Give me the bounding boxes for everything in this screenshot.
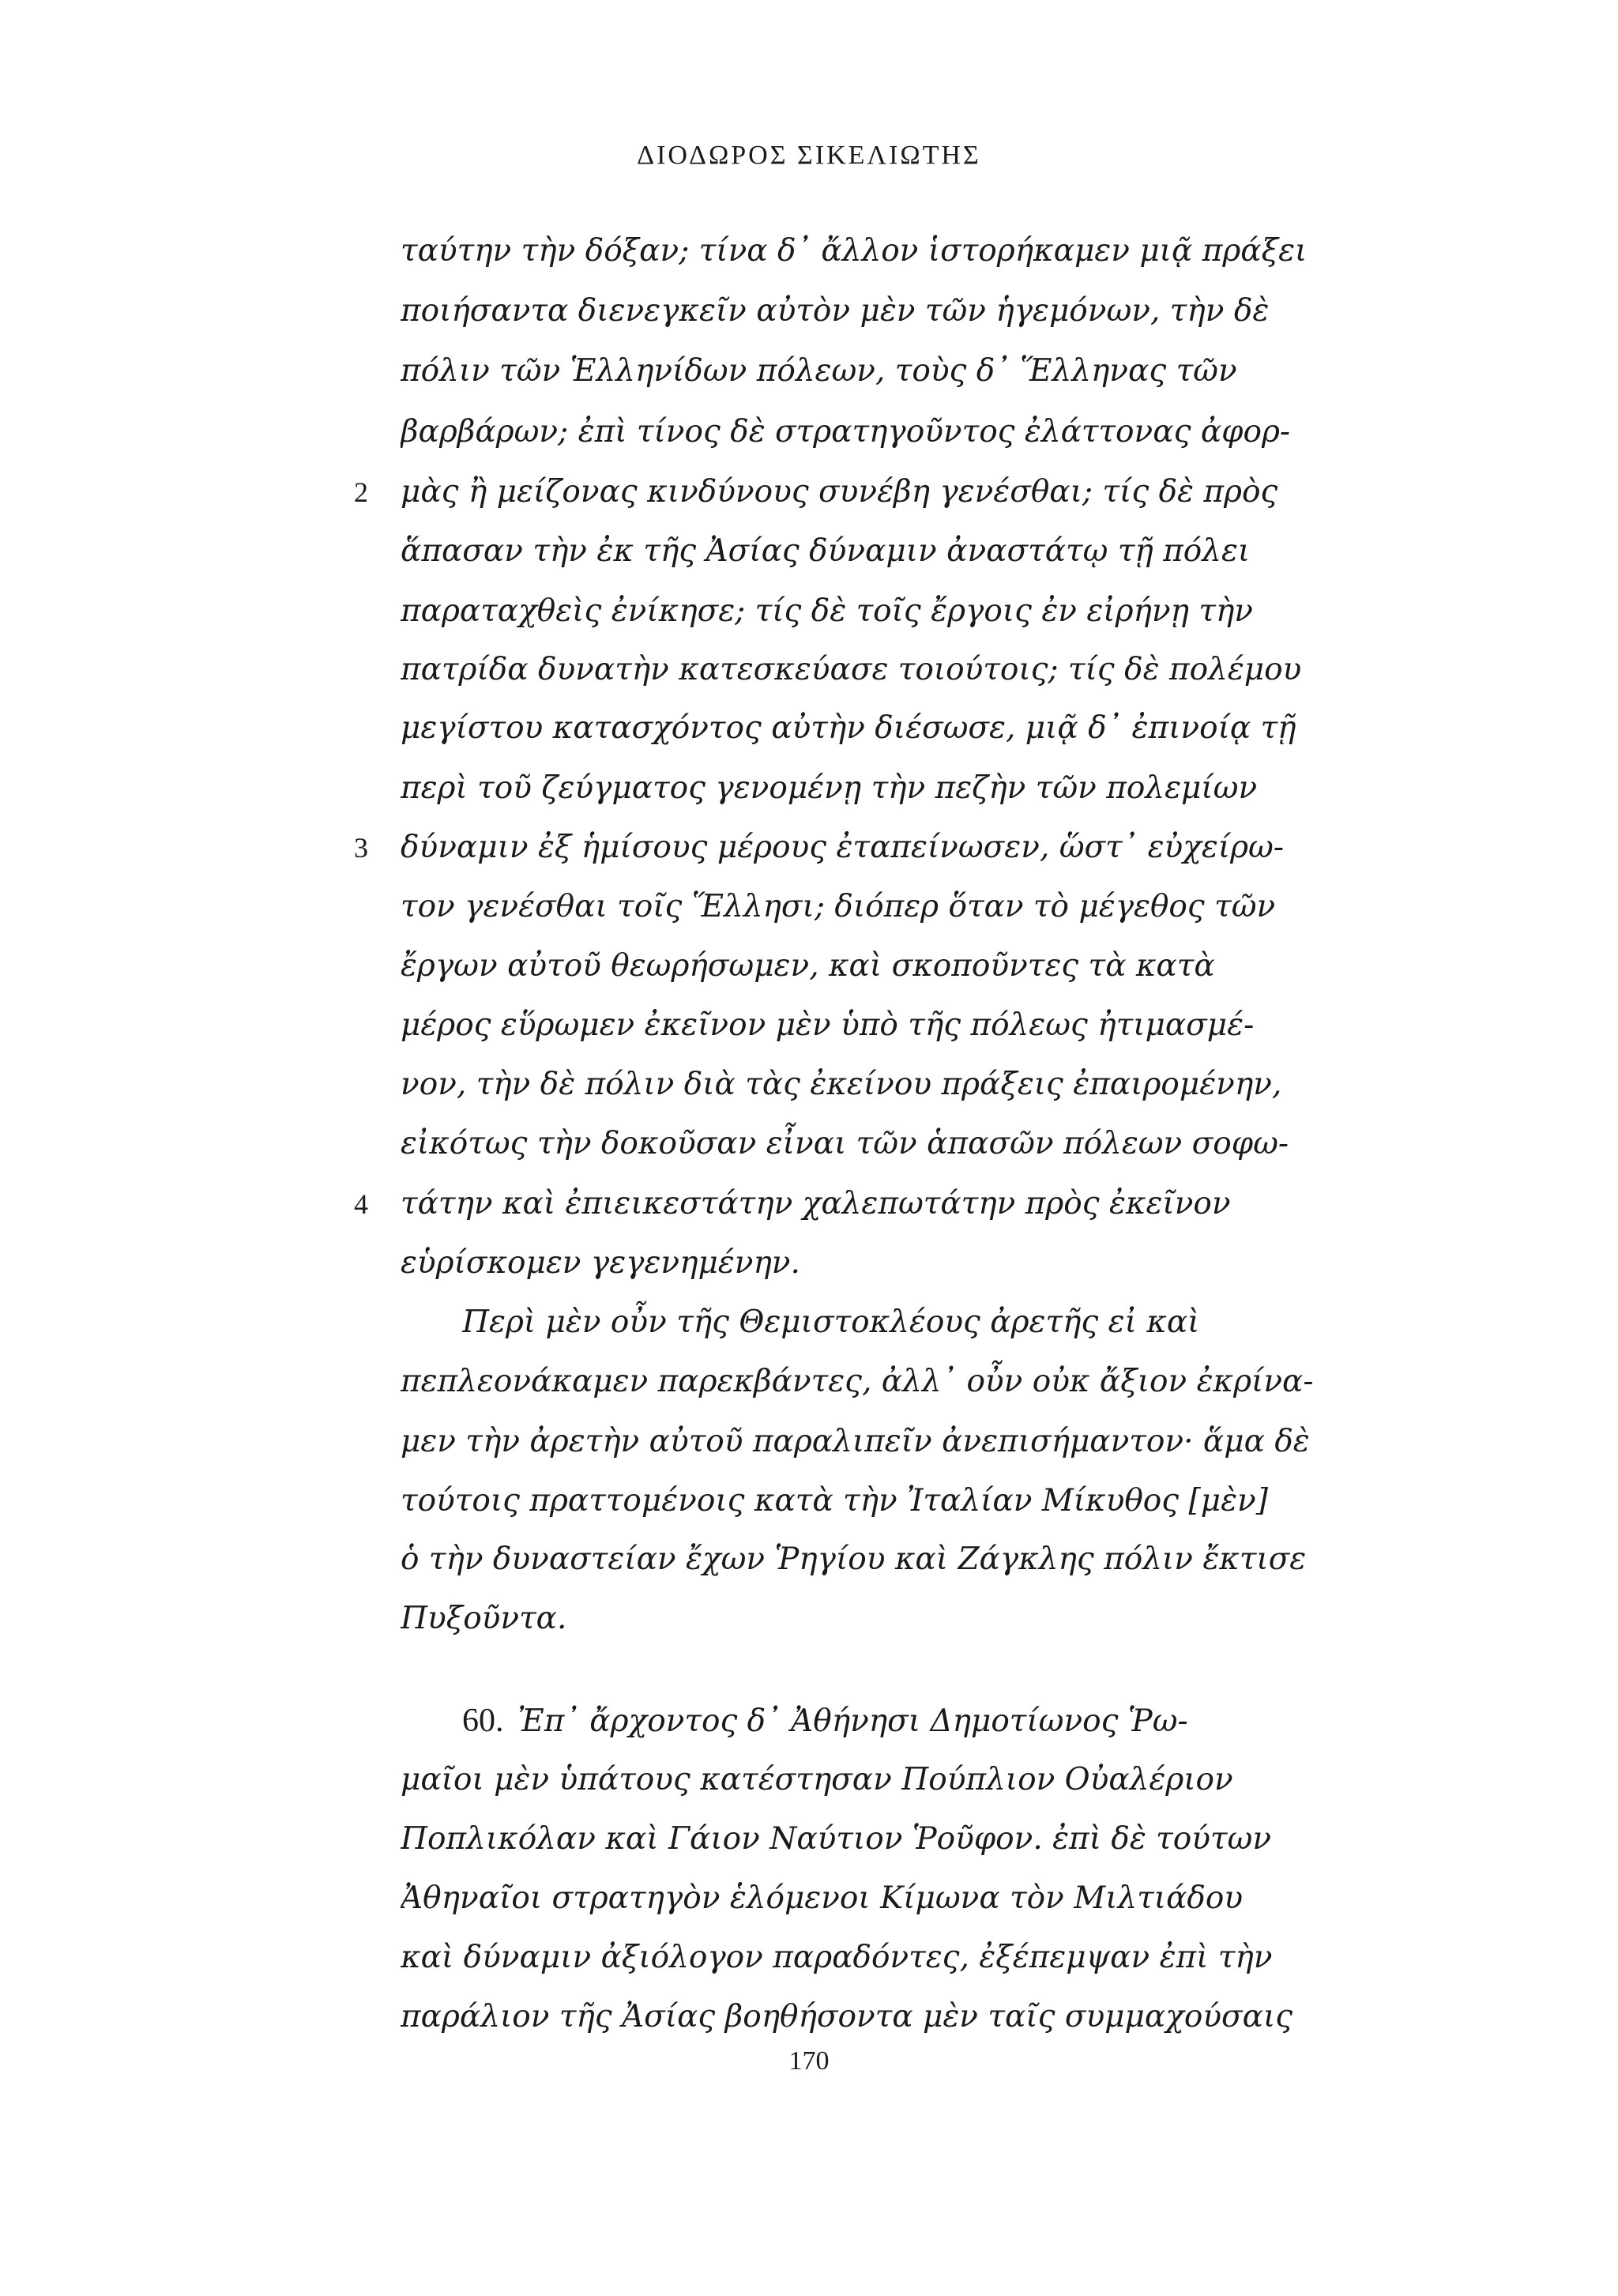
text-line: παραταχθεὶς ἐνίκησε; τίς δὲ τοῖς ἔργοις ἐν εἰρήνῃ τὴν xyxy=(401,593,1254,629)
text-line: καὶ δύναμιν ἀξιόλογον παραδόντες, ἐξέπεμψαν ἐπὶ τὴν xyxy=(401,1940,1273,1975)
text-line: Πυξοῦντα. xyxy=(401,1601,567,1636)
text-line: Ἀθηναῖοι στρατηγὸν ἑλόμενοι Κίμωνα τὸν Μιλτιάδου xyxy=(401,1880,1244,1916)
text-line: μὰς ἢ μείζονας κινδύνους συνέβη γενέσθαι; τίς δὲ πρὸς xyxy=(401,474,1278,510)
text-line: παράλιον τῆς Ἀσίας βοηθήσοντα μὲν ταῖς συμμαχούσαις xyxy=(401,1999,1293,2034)
text-line: τον γενέσθαι τοῖς Ἕλλησι; διόπερ ὅταν τὸ μέγεθος τῶν xyxy=(401,889,1276,924)
text-line: τούτοις πραττομένοις κατὰ τὴν Ἰταλίαν Μίκυθος [μὲν] xyxy=(401,1483,1268,1519)
chapter-first-line xyxy=(462,1699,1333,1744)
section-number: 2 xyxy=(354,476,368,508)
text-line: ἔργων αὐτοῦ θεωρήσωμεν, καὶ σκοποῦντες τὰ κατὰ xyxy=(401,948,1215,984)
text-line: περὶ τοῦ ζεύγματος γενομένῃ τὴν πεζὴν τῶν πολεμίων xyxy=(401,770,1258,806)
page-number: 170 xyxy=(788,2046,830,2076)
text-line: βαρβάρων; ἐπὶ τίνος δὲ στρατηγοῦντος ἐλάττονας ἀφορ- xyxy=(401,414,1291,450)
text-line: Περὶ μὲν οὖν τῆς Θεμιστοκλέους ἀρετῆς εἰ καὶ xyxy=(462,1304,1200,1340)
text-line: Ποπλικόλαν καὶ Γάιον Ναύτιον Ῥοῦφον. ἐπὶ δὲ τούτων xyxy=(401,1821,1272,1857)
text-line: νον, τὴν δὲ πόλιν διὰ τὰς ἐκείνου πράξεις ἐπαιρομένην, xyxy=(401,1067,1282,1102)
text-line: ἅπασαν τὴν ἐκ τῆς Ἀσίας δύναμιν ἀναστάτῳ τῇ πόλει xyxy=(401,533,1251,569)
text-line: πόλιν τῶν Ἑλληνίδων πόλεων, τοὺς δ᾽ Ἕλληνας τῶν xyxy=(401,353,1237,389)
text-line: τάτην καὶ ἐπιεικεστάτην χαλεπωτάτην πρὸς ἐκεῖνον xyxy=(401,1186,1231,1221)
running-head: ΔΙΟΔΩΡΟΣ ΣΙΚΕΛΙΩΤΗΣ xyxy=(637,141,981,170)
section-number: 4 xyxy=(354,1188,368,1220)
text-line: μαῖοι μὲν ὑπάτους κατέστησαν Πούπλιον Οὐαλέριον xyxy=(401,1762,1233,1797)
text-line: πεπλεονάκαμεν παρεκβάντες, ἀλλ᾽ οὖν οὐκ ἄξιον ἐκρίνα- xyxy=(401,1364,1314,1399)
section-number: 3 xyxy=(354,832,368,864)
text-line: πατρίδα δυνατὴν κατεσκεύασε τοιούτοις; τίς δὲ πολέμου xyxy=(401,652,1302,687)
text-line: ποιήσαντα διενεγκεῖν αὐτὸν μὲν τῶν ἡγεμόνων, τὴν δὲ xyxy=(401,293,1270,329)
text-line: δύναμιν ἐξ ἡμίσους μέρους ἐταπείνωσεν, ὥστ᾽ εὐχείρω- xyxy=(401,830,1285,865)
text-line: μεγίστου κατασχόντος αὐτὴν διέσωσε, μιᾷ δ᾽ ἐπινοίᾳ τῇ xyxy=(401,710,1296,746)
text-line: Ἐπ᾽ ἄρχοντος δ᾽ Ἀθήνησι Δημοτίωνος Ῥω- xyxy=(517,1703,1188,1739)
text-line: μέρος εὕρωμεν ἐκεῖνον μὲν ὑπὸ τῆς πόλεως ἠτιμασμέ- xyxy=(401,1007,1255,1043)
text-line: ὁ τὴν δυναστείαν ἔχων Ῥηγίου καὶ Ζάγκλης πόλιν ἔκτισε xyxy=(401,1541,1307,1577)
text-line: μεν τὴν ἀρετὴν αὐτοῦ παραλιπεῖν ἀνεπισήμαντον· ἅμα δὲ xyxy=(401,1424,1310,1459)
text-line: εἰκότως τὴν δοκοῦσαν εἶναι τῶν ἁπασῶν πόλεων σοφω- xyxy=(401,1126,1289,1161)
text-line: ταύτην τὴν δόξαν; τίνα δ᾽ ἄλλον ἱστορήκαμεν μιᾷ πράξει xyxy=(401,233,1308,269)
chapter-number: 60. xyxy=(462,1703,504,1739)
text-line: εὑρίσκομεν γεγενημένην. xyxy=(401,1245,800,1281)
